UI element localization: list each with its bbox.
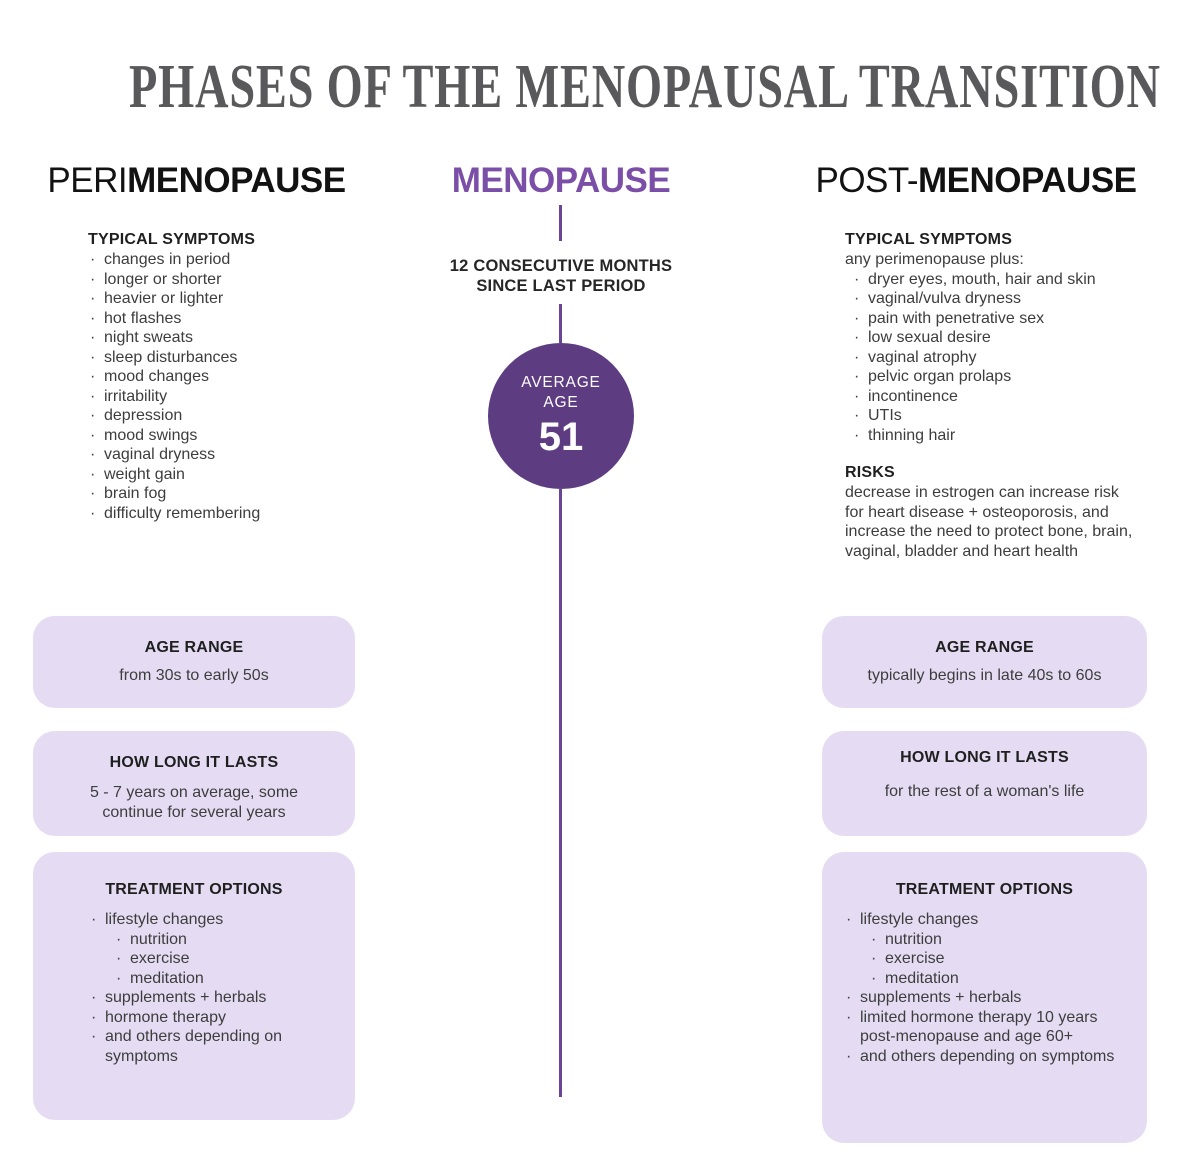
timeline-segment-bottom: [559, 489, 562, 1097]
bullet-icon: ·: [846, 989, 852, 1006]
list-item-text: heavier or lighter: [104, 290, 224, 307]
post-age-range-title: AGE RANGE: [935, 639, 1034, 656]
perimenopause-symptoms-section: [88, 230, 378, 523]
list-item-text: low sexual desire: [868, 329, 991, 346]
bullet-icon: ·: [854, 407, 860, 424]
post-menopause-symptoms-list: [845, 270, 1145, 446]
perimenopause-symptoms-list: [88, 250, 378, 523]
list-item: [90, 484, 378, 504]
list-item: [90, 406, 378, 426]
heading-post-menopause-bold: MENOPAUSE: [918, 161, 1137, 200]
bullet-icon: ·: [116, 950, 122, 967]
post-duration-body: for the rest of a woman's life: [884, 783, 1085, 800]
heading-perimenopause: [33, 161, 360, 201]
peri-age-range-title: AGE RANGE: [144, 639, 244, 656]
bullet-icon: ·: [846, 1008, 852, 1026]
list-item-text: mood swings: [104, 426, 198, 444]
bullet-icon: ·: [91, 1028, 97, 1045]
bullet-icon: ·: [854, 387, 860, 405]
heading-perimenopause-light: PERI: [47, 161, 128, 200]
bullet-icon: ·: [90, 329, 96, 346]
peri-treatment-title: TREATMENT OPTIONS: [105, 881, 283, 898]
list-item-text: supplements + herbals: [105, 989, 267, 1006]
bullet-icon: ·: [90, 446, 96, 463]
bullet-icon: ·: [854, 348, 860, 366]
risks-title: RISKS: [845, 464, 895, 481]
peri-duration-body: 5 - 7 years on average, some continue for several years: [89, 784, 299, 821]
post-age-range-body: typically begins in late 40s to 60s: [867, 667, 1102, 684]
page-title: PHASES OF THE MENOPAUSAL TRANSITION: [128, 51, 1161, 122]
list-item: [91, 1008, 339, 1028]
list-item: [116, 930, 339, 950]
list-item-text: nutrition: [130, 930, 187, 948]
heading-perimenopause-bold: MENOPAUSE: [127, 161, 346, 200]
heading-menopause-bold: MENOPAUSE: [451, 161, 671, 200]
list-item: [90, 328, 378, 348]
post-menopause-symptoms-section: [845, 230, 1145, 561]
list-item-text: exercise: [885, 950, 945, 967]
list-item: [854, 426, 1145, 446]
bullet-icon: ·: [90, 309, 96, 327]
post-duration-title: HOW LONG IT LASTS: [900, 749, 1069, 766]
bullet-icon: ·: [91, 911, 97, 928]
list-item: [854, 270, 1145, 290]
list-item-text: night sweats: [104, 329, 193, 346]
risks-body: decrease in estrogen can increase risk for heart disease + osteoporosis, and increase the need to protect bone, brain, vaginal, bladder and heart health: [845, 484, 1133, 560]
list-item-text: nutrition: [885, 930, 942, 948]
list-item: [90, 309, 378, 329]
average-age-label-1: AVERAGE: [521, 374, 601, 391]
list-item-text: changes in period: [104, 251, 231, 268]
bullet-icon: ·: [90, 270, 96, 288]
post-treatment-title: TREATMENT OPTIONS: [895, 881, 1074, 898]
post-duration-box: [822, 731, 1147, 836]
list-item-text: vaginal/vulva dryness: [868, 290, 1021, 307]
post-treatment-list: [846, 910, 1131, 1066]
list-item-text: longer or shorter: [104, 270, 222, 288]
list-item: [90, 465, 378, 485]
bullet-icon: ·: [91, 1008, 97, 1026]
list-item: [90, 426, 378, 446]
list-item-text: hot flashes: [104, 309, 182, 327]
bullet-icon: ·: [91, 989, 97, 1006]
list-item-text: depression: [104, 407, 183, 424]
bullet-icon: ·: [90, 251, 96, 268]
bullet-icon: ·: [846, 911, 852, 928]
list-item: [90, 445, 378, 465]
list-item: [854, 387, 1145, 407]
heading-post-menopause: [815, 161, 1137, 201]
list-item-text: incontinence: [868, 387, 958, 405]
peri-duration-box: [33, 731, 355, 836]
bullet-icon: ·: [90, 426, 96, 444]
heading-menopause: [411, 161, 711, 201]
list-item-text: vaginal dryness: [104, 446, 216, 463]
list-item-text: and others depending on symptoms: [860, 1047, 1115, 1065]
bullet-icon: ·: [90, 407, 96, 424]
peri-age-range-box: [33, 616, 355, 708]
post-menopause-symptoms-intro: any perimenopause plus:: [845, 251, 1024, 268]
list-item-text: vaginal atrophy: [868, 348, 977, 366]
list-item: [90, 270, 378, 290]
post-menopause-symptoms-title: TYPICAL SYMPTOMS: [845, 231, 1013, 248]
peri-duration-title: HOW LONG IT LASTS: [109, 754, 279, 771]
list-item: [846, 1047, 1131, 1067]
bullet-icon: ·: [854, 368, 860, 385]
heading-post-menopause-light: POST-: [815, 161, 919, 200]
post-treatment-box: [822, 852, 1147, 1143]
list-item: [871, 930, 1131, 950]
list-item: [846, 988, 1131, 1008]
average-age-circle: [488, 343, 634, 489]
list-item-text: exercise: [130, 950, 190, 967]
list-item-text: meditation: [130, 969, 204, 987]
list-item-text: thinning hair: [868, 426, 956, 444]
list-item: [854, 328, 1145, 348]
list-item-text: pain with penetrative sex: [868, 309, 1045, 327]
list-item-text: irritability: [104, 387, 168, 405]
bullet-icon: ·: [854, 290, 860, 307]
list-item-text: meditation: [885, 969, 959, 987]
list-item-text: difficulty remembering: [104, 504, 261, 522]
bullet-icon: ·: [854, 426, 860, 444]
list-item: [854, 406, 1145, 426]
list-item-text: limited hormone therapy 10 years post-menopause and age 60+: [860, 1008, 1098, 1045]
average-age-value: 51: [538, 415, 584, 459]
list-item-text: pelvic organ prolaps: [868, 368, 1012, 385]
bullet-icon: ·: [116, 930, 122, 948]
list-item-text: weight gain: [104, 465, 185, 483]
page-title-wrap: [0, 50, 1200, 122]
list-item: [90, 504, 378, 524]
list-item: [90, 250, 378, 270]
peri-treatment-list: [91, 910, 339, 1066]
bullet-icon: ·: [90, 348, 96, 366]
list-item: [91, 1027, 339, 1066]
menopause-definition: 12 CONSECUTIVE MONTHS SINCE LAST PERIOD: [449, 257, 673, 295]
list-item: [90, 348, 378, 368]
list-item: [854, 367, 1145, 387]
list-item: [91, 910, 339, 930]
bullet-icon: ·: [116, 969, 122, 987]
list-item-text: brain fog: [104, 485, 167, 502]
list-item-text: UTIs: [868, 407, 902, 424]
list-item: [871, 969, 1131, 989]
list-item: [116, 969, 339, 989]
list-item: [846, 1008, 1131, 1047]
list-item-text: and others depending on symptoms: [105, 1028, 283, 1065]
average-age-label-2: AGE: [543, 394, 579, 411]
list-item: [116, 949, 339, 969]
bullet-icon: ·: [871, 969, 877, 987]
bullet-icon: ·: [846, 1047, 852, 1065]
list-item-text: sleep disturbances: [104, 348, 238, 366]
bullet-icon: ·: [854, 329, 860, 346]
list-item: [90, 289, 378, 309]
list-item: [91, 988, 339, 1008]
perimenopause-symptoms-title: TYPICAL SYMPTOMS: [88, 231, 256, 248]
bullet-icon: ·: [90, 504, 96, 522]
bullet-icon: ·: [90, 465, 96, 483]
peri-treatment-box: [33, 852, 355, 1120]
bullet-icon: ·: [90, 368, 96, 385]
bullet-icon: ·: [854, 309, 860, 327]
list-item-text: hormone therapy: [105, 1008, 226, 1026]
bullet-icon: ·: [90, 387, 96, 405]
list-item: [871, 949, 1131, 969]
list-item: [90, 387, 378, 407]
bullet-icon: ·: [871, 930, 877, 948]
post-age-range-box: [822, 616, 1147, 708]
list-item: [854, 348, 1145, 368]
bullet-icon: ·: [90, 290, 96, 307]
list-item: [90, 367, 378, 387]
timeline-segment-middle: [559, 304, 562, 343]
timeline-segment-top: [559, 205, 562, 241]
list-item-text: dryer eyes, mouth, hair and skin: [868, 270, 1096, 288]
peri-age-range-body: from 30s to early 50s: [119, 667, 269, 684]
list-item-text: lifestyle changes: [105, 911, 224, 928]
list-item-text: lifestyle changes: [860, 911, 979, 928]
list-item: [854, 309, 1145, 329]
list-item-text: supplements + herbals: [860, 989, 1022, 1006]
bullet-icon: ·: [871, 950, 877, 967]
list-item-text: mood changes: [104, 368, 209, 385]
list-item: [854, 289, 1145, 309]
bullet-icon: ·: [854, 270, 860, 288]
bullet-icon: ·: [90, 485, 96, 502]
list-item: [846, 910, 1131, 930]
